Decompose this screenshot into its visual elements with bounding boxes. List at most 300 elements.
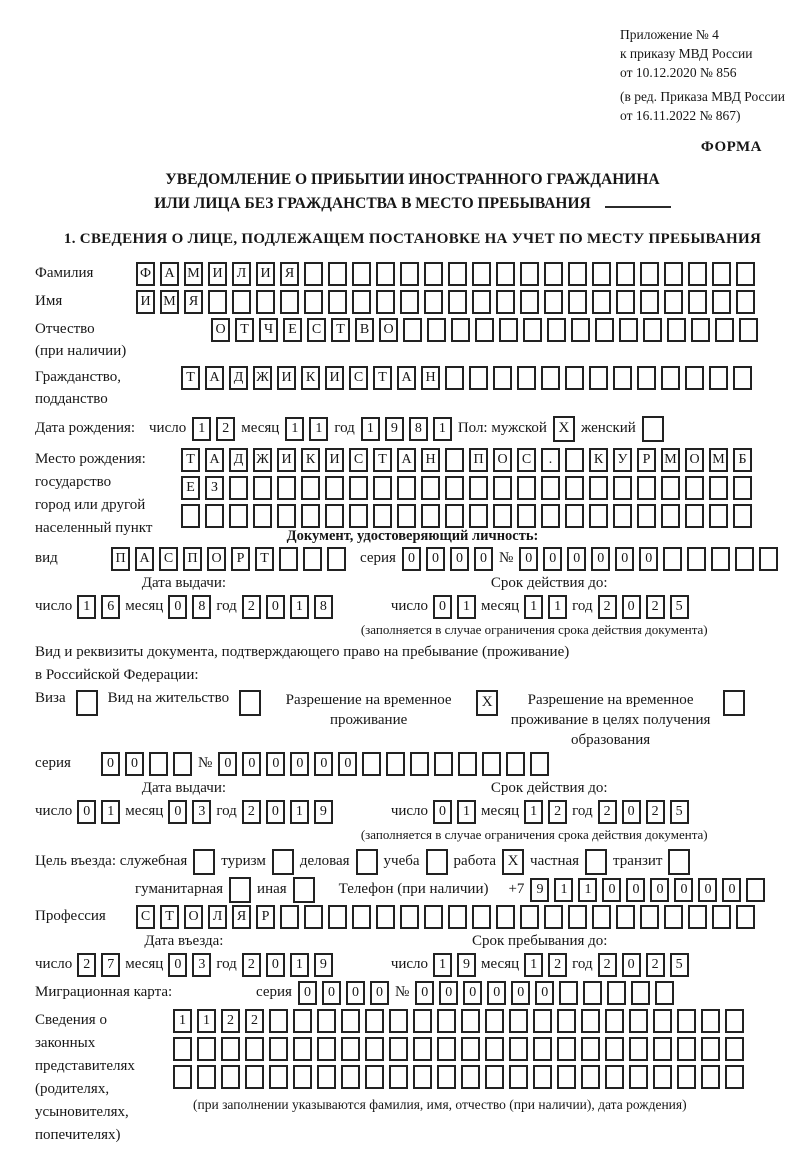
char-box[interactable]: 0 bbox=[415, 981, 434, 1005]
checkbox-sex-female[interactable] bbox=[642, 416, 664, 442]
char-box[interactable] bbox=[149, 752, 168, 776]
char-box[interactable] bbox=[509, 1009, 528, 1033]
char-box[interactable] bbox=[709, 504, 728, 528]
char-box[interactable]: 0 bbox=[474, 547, 493, 571]
char-box[interactable] bbox=[365, 1037, 384, 1061]
char-box[interactable] bbox=[565, 476, 584, 500]
char-box[interactable]: К bbox=[301, 366, 320, 390]
char-box[interactable] bbox=[571, 318, 590, 342]
char-box[interactable]: Л bbox=[232, 262, 251, 286]
char-box[interactable]: 0 bbox=[125, 752, 144, 776]
char-box[interactable]: И bbox=[256, 262, 275, 286]
char-box[interactable]: В bbox=[355, 318, 374, 342]
char-box[interactable]: Т bbox=[373, 366, 392, 390]
char-box[interactable]: 6 bbox=[101, 595, 120, 619]
char-box[interactable] bbox=[458, 752, 477, 776]
char-box[interactable] bbox=[613, 476, 632, 500]
char-box[interactable] bbox=[461, 1009, 480, 1033]
char-box[interactable]: 3 bbox=[192, 800, 211, 824]
char-box[interactable]: Р bbox=[637, 448, 656, 472]
char-box[interactable]: 0 bbox=[370, 981, 389, 1005]
char-box[interactable] bbox=[325, 504, 344, 528]
char-box[interactable] bbox=[317, 1065, 336, 1089]
char-box[interactable] bbox=[279, 547, 298, 571]
char-box[interactable] bbox=[677, 1009, 696, 1033]
char-box[interactable]: 7 bbox=[101, 953, 120, 977]
char-box[interactable] bbox=[581, 1037, 600, 1061]
char-box[interactable] bbox=[544, 905, 563, 929]
char-box[interactable] bbox=[451, 318, 470, 342]
char-box[interactable] bbox=[568, 262, 587, 286]
char-box[interactable] bbox=[427, 318, 446, 342]
char-box[interactable] bbox=[301, 476, 320, 500]
char-box[interactable] bbox=[509, 1037, 528, 1061]
char-box[interactable] bbox=[424, 290, 443, 314]
char-box[interactable] bbox=[711, 547, 730, 571]
checkbox-purpose-business[interactable] bbox=[356, 849, 378, 875]
char-box[interactable] bbox=[565, 366, 584, 390]
char-box[interactable]: И bbox=[136, 290, 155, 314]
char-box[interactable] bbox=[736, 290, 755, 314]
char-box[interactable]: 0 bbox=[622, 595, 641, 619]
char-box[interactable] bbox=[280, 290, 299, 314]
char-box[interactable] bbox=[605, 1009, 624, 1033]
char-box[interactable] bbox=[544, 290, 563, 314]
char-box[interactable] bbox=[373, 504, 392, 528]
char-box[interactable]: И bbox=[208, 262, 227, 286]
char-box[interactable]: Я bbox=[280, 262, 299, 286]
char-box[interactable]: 0 bbox=[322, 981, 341, 1005]
char-box[interactable] bbox=[472, 290, 491, 314]
char-box[interactable] bbox=[568, 905, 587, 929]
char-box[interactable] bbox=[349, 476, 368, 500]
char-box[interactable]: О bbox=[493, 448, 512, 472]
char-box[interactable] bbox=[221, 1037, 240, 1061]
char-box[interactable] bbox=[530, 752, 549, 776]
char-box[interactable] bbox=[173, 1037, 192, 1061]
char-box[interactable]: 1 bbox=[578, 878, 597, 902]
char-box[interactable]: 0 bbox=[266, 752, 285, 776]
char-box[interactable] bbox=[688, 262, 707, 286]
char-box[interactable]: 0 bbox=[433, 800, 452, 824]
char-box[interactable] bbox=[559, 981, 578, 1005]
checkbox-temp-residence-edu[interactable] bbox=[723, 690, 745, 716]
char-box[interactable] bbox=[181, 504, 200, 528]
char-box[interactable] bbox=[557, 1037, 576, 1061]
char-box[interactable] bbox=[544, 262, 563, 286]
char-box[interactable]: 2 bbox=[221, 1009, 240, 1033]
char-box[interactable] bbox=[277, 476, 296, 500]
char-box[interactable]: Т bbox=[373, 448, 392, 472]
char-box[interactable] bbox=[605, 1065, 624, 1089]
char-box[interactable] bbox=[568, 290, 587, 314]
char-box[interactable] bbox=[643, 318, 662, 342]
char-box[interactable] bbox=[687, 547, 706, 571]
char-box[interactable] bbox=[533, 1009, 552, 1033]
char-box[interactable] bbox=[349, 504, 368, 528]
char-box[interactable] bbox=[421, 504, 440, 528]
char-box[interactable] bbox=[655, 981, 674, 1005]
char-box[interactable]: 0 bbox=[402, 547, 421, 571]
char-box[interactable] bbox=[520, 262, 539, 286]
char-box[interactable] bbox=[421, 476, 440, 500]
char-box[interactable] bbox=[581, 1065, 600, 1089]
checkbox-residence-permit[interactable] bbox=[239, 690, 261, 716]
char-box[interactable] bbox=[592, 262, 611, 286]
char-box[interactable] bbox=[197, 1037, 216, 1061]
char-box[interactable] bbox=[496, 262, 515, 286]
char-box[interactable]: И bbox=[277, 366, 296, 390]
char-box[interactable] bbox=[304, 290, 323, 314]
char-box[interactable] bbox=[280, 905, 299, 929]
char-box[interactable] bbox=[685, 504, 704, 528]
char-box[interactable] bbox=[616, 262, 635, 286]
char-box[interactable] bbox=[517, 476, 536, 500]
char-box[interactable] bbox=[493, 366, 512, 390]
char-box[interactable] bbox=[685, 476, 704, 500]
char-box[interactable]: 0 bbox=[338, 752, 357, 776]
char-box[interactable]: 2 bbox=[548, 953, 567, 977]
char-box[interactable]: Е bbox=[283, 318, 302, 342]
char-box[interactable] bbox=[293, 1065, 312, 1089]
char-box[interactable] bbox=[303, 547, 322, 571]
char-box[interactable]: 2 bbox=[242, 595, 261, 619]
char-box[interactable] bbox=[245, 1065, 264, 1089]
char-box[interactable] bbox=[173, 1065, 192, 1089]
char-box[interactable]: П bbox=[469, 448, 488, 472]
char-box[interactable]: Д bbox=[229, 366, 248, 390]
checkbox-purpose-humanitarian[interactable] bbox=[229, 877, 251, 903]
char-box[interactable]: Ж bbox=[253, 366, 272, 390]
char-box[interactable] bbox=[245, 1037, 264, 1061]
char-box[interactable] bbox=[520, 290, 539, 314]
char-box[interactable]: Т bbox=[331, 318, 350, 342]
char-box[interactable] bbox=[400, 905, 419, 929]
char-box[interactable] bbox=[735, 547, 754, 571]
char-box[interactable] bbox=[485, 1009, 504, 1033]
char-box[interactable] bbox=[517, 504, 536, 528]
char-box[interactable] bbox=[400, 262, 419, 286]
char-box[interactable] bbox=[541, 504, 560, 528]
char-box[interactable]: 0 bbox=[567, 547, 586, 571]
char-box[interactable] bbox=[373, 476, 392, 500]
char-box[interactable]: 0 bbox=[266, 953, 285, 977]
char-box[interactable] bbox=[701, 1009, 720, 1033]
char-box[interactable] bbox=[389, 1037, 408, 1061]
char-box[interactable]: С bbox=[517, 448, 536, 472]
char-box[interactable]: 0 bbox=[622, 800, 641, 824]
char-box[interactable]: 2 bbox=[216, 417, 235, 441]
checkbox-temp-residence[interactable]: X bbox=[476, 690, 498, 716]
char-box[interactable] bbox=[733, 476, 752, 500]
char-box[interactable] bbox=[386, 752, 405, 776]
char-box[interactable] bbox=[616, 905, 635, 929]
char-box[interactable] bbox=[253, 504, 272, 528]
char-box[interactable] bbox=[445, 366, 464, 390]
checkbox-visa[interactable] bbox=[76, 690, 98, 716]
char-box[interactable] bbox=[277, 504, 296, 528]
char-box[interactable]: 1 bbox=[548, 595, 567, 619]
char-box[interactable] bbox=[482, 752, 501, 776]
char-box[interactable] bbox=[389, 1009, 408, 1033]
char-box[interactable]: 2 bbox=[242, 800, 261, 824]
char-box[interactable] bbox=[565, 448, 584, 472]
char-box[interactable] bbox=[397, 504, 416, 528]
char-box[interactable] bbox=[653, 1037, 672, 1061]
char-box[interactable]: И bbox=[325, 366, 344, 390]
char-box[interactable]: А bbox=[160, 262, 179, 286]
char-box[interactable] bbox=[712, 905, 731, 929]
char-box[interactable] bbox=[653, 1009, 672, 1033]
char-box[interactable]: 0 bbox=[314, 752, 333, 776]
char-box[interactable]: З bbox=[205, 476, 224, 500]
char-box[interactable] bbox=[269, 1009, 288, 1033]
char-box[interactable] bbox=[661, 476, 680, 500]
char-box[interactable] bbox=[688, 905, 707, 929]
char-box[interactable]: 8 bbox=[314, 595, 333, 619]
char-box[interactable] bbox=[445, 476, 464, 500]
checkbox-purpose-transit[interactable] bbox=[668, 849, 690, 875]
char-box[interactable] bbox=[445, 504, 464, 528]
char-box[interactable]: 0 bbox=[626, 878, 645, 902]
char-box[interactable]: К bbox=[589, 448, 608, 472]
char-box[interactable] bbox=[434, 752, 453, 776]
char-box[interactable]: Н bbox=[421, 448, 440, 472]
char-box[interactable]: 0 bbox=[266, 800, 285, 824]
char-box[interactable]: 0 bbox=[426, 547, 445, 571]
char-box[interactable]: О bbox=[211, 318, 230, 342]
char-box[interactable] bbox=[589, 476, 608, 500]
char-box[interactable]: 0 bbox=[101, 752, 120, 776]
char-box[interactable] bbox=[688, 290, 707, 314]
char-box[interactable] bbox=[317, 1009, 336, 1033]
char-box[interactable]: 9 bbox=[530, 878, 549, 902]
char-box[interactable] bbox=[517, 366, 536, 390]
char-box[interactable]: Е bbox=[181, 476, 200, 500]
char-box[interactable]: 2 bbox=[646, 800, 665, 824]
char-box[interactable] bbox=[205, 504, 224, 528]
char-box[interactable] bbox=[424, 262, 443, 286]
char-box[interactable] bbox=[640, 262, 659, 286]
char-box[interactable]: 9 bbox=[314, 953, 333, 977]
char-box[interactable] bbox=[328, 905, 347, 929]
char-box[interactable]: 0 bbox=[639, 547, 658, 571]
char-box[interactable] bbox=[629, 1065, 648, 1089]
char-box[interactable] bbox=[352, 290, 371, 314]
char-box[interactable] bbox=[461, 1065, 480, 1089]
char-box[interactable] bbox=[592, 290, 611, 314]
char-box[interactable]: М bbox=[160, 290, 179, 314]
char-box[interactable]: 0 bbox=[543, 547, 562, 571]
checkbox-purpose-official[interactable] bbox=[193, 849, 215, 875]
char-box[interactable] bbox=[403, 318, 422, 342]
char-box[interactable]: 1 bbox=[361, 417, 380, 441]
char-box[interactable] bbox=[472, 905, 491, 929]
char-box[interactable]: . bbox=[541, 448, 560, 472]
char-box[interactable] bbox=[640, 290, 659, 314]
char-box[interactable]: М bbox=[184, 262, 203, 286]
char-box[interactable] bbox=[746, 878, 765, 902]
char-box[interactable]: С bbox=[136, 905, 155, 929]
char-box[interactable]: С bbox=[307, 318, 326, 342]
char-box[interactable]: 1 bbox=[554, 878, 573, 902]
char-box[interactable] bbox=[376, 262, 395, 286]
char-box[interactable]: К bbox=[301, 448, 320, 472]
char-box[interactable]: Н bbox=[421, 366, 440, 390]
char-box[interactable] bbox=[640, 905, 659, 929]
char-box[interactable] bbox=[759, 547, 778, 571]
char-box[interactable] bbox=[664, 905, 683, 929]
checkbox-purpose-private[interactable] bbox=[585, 849, 607, 875]
char-box[interactable] bbox=[709, 366, 728, 390]
char-box[interactable] bbox=[293, 1009, 312, 1033]
char-box[interactable]: 0 bbox=[266, 595, 285, 619]
char-box[interactable] bbox=[619, 318, 638, 342]
char-box[interactable]: 0 bbox=[622, 953, 641, 977]
checkbox-purpose-tourism[interactable] bbox=[272, 849, 294, 875]
char-box[interactable]: 9 bbox=[314, 800, 333, 824]
char-box[interactable] bbox=[362, 752, 381, 776]
char-box[interactable] bbox=[725, 1037, 744, 1061]
char-box[interactable]: Ф bbox=[136, 262, 155, 286]
char-box[interactable] bbox=[541, 476, 560, 500]
char-box[interactable] bbox=[733, 366, 752, 390]
char-box[interactable] bbox=[341, 1009, 360, 1033]
char-box[interactable]: 8 bbox=[192, 595, 211, 619]
char-box[interactable] bbox=[613, 366, 632, 390]
char-box[interactable] bbox=[725, 1009, 744, 1033]
char-box[interactable]: Б bbox=[733, 448, 752, 472]
title-blank-underline[interactable] bbox=[605, 196, 671, 208]
char-box[interactable]: А bbox=[205, 448, 224, 472]
char-box[interactable] bbox=[437, 1037, 456, 1061]
char-box[interactable] bbox=[389, 1065, 408, 1089]
char-box[interactable] bbox=[557, 1009, 576, 1033]
char-box[interactable] bbox=[469, 476, 488, 500]
char-box[interactable] bbox=[472, 262, 491, 286]
char-box[interactable]: 2 bbox=[646, 953, 665, 977]
char-box[interactable]: 9 bbox=[385, 417, 404, 441]
char-box[interactable] bbox=[437, 1009, 456, 1033]
char-box[interactable] bbox=[413, 1037, 432, 1061]
char-box[interactable] bbox=[637, 504, 656, 528]
char-box[interactable]: 1 bbox=[101, 800, 120, 824]
char-box[interactable] bbox=[607, 981, 626, 1005]
char-box[interactable] bbox=[499, 318, 518, 342]
char-box[interactable] bbox=[461, 1037, 480, 1061]
char-box[interactable] bbox=[376, 905, 395, 929]
char-box[interactable] bbox=[557, 1065, 576, 1089]
char-box[interactable]: 1 bbox=[173, 1009, 192, 1033]
char-box[interactable]: 5 bbox=[670, 953, 689, 977]
char-box[interactable]: 2 bbox=[598, 953, 617, 977]
char-box[interactable]: 0 bbox=[218, 752, 237, 776]
char-box[interactable]: 5 bbox=[670, 800, 689, 824]
char-box[interactable] bbox=[397, 476, 416, 500]
char-box[interactable] bbox=[493, 504, 512, 528]
char-box[interactable] bbox=[589, 504, 608, 528]
char-box[interactable] bbox=[509, 1065, 528, 1089]
char-box[interactable] bbox=[631, 981, 650, 1005]
char-box[interactable]: 5 bbox=[670, 595, 689, 619]
char-box[interactable]: 0 bbox=[615, 547, 634, 571]
char-box[interactable]: 1 bbox=[197, 1009, 216, 1033]
char-box[interactable] bbox=[410, 752, 429, 776]
char-box[interactable] bbox=[715, 318, 734, 342]
char-box[interactable] bbox=[637, 366, 656, 390]
char-box[interactable]: 2 bbox=[77, 953, 96, 977]
char-box[interactable]: М bbox=[661, 448, 680, 472]
char-box[interactable] bbox=[469, 504, 488, 528]
char-box[interactable]: Я bbox=[232, 905, 251, 929]
char-box[interactable]: Т bbox=[181, 366, 200, 390]
char-box[interactable] bbox=[533, 1037, 552, 1061]
char-box[interactable]: Ч bbox=[259, 318, 278, 342]
char-box[interactable] bbox=[637, 476, 656, 500]
char-box[interactable]: 1 bbox=[433, 953, 452, 977]
char-box[interactable]: 1 bbox=[285, 417, 304, 441]
char-box[interactable]: 1 bbox=[524, 595, 543, 619]
char-box[interactable]: 1 bbox=[77, 595, 96, 619]
char-box[interactable]: А bbox=[397, 448, 416, 472]
char-box[interactable] bbox=[229, 476, 248, 500]
char-box[interactable] bbox=[581, 1009, 600, 1033]
char-box[interactable]: Ж bbox=[253, 448, 272, 472]
char-box[interactable] bbox=[520, 905, 539, 929]
char-box[interactable]: 1 bbox=[290, 953, 309, 977]
char-box[interactable] bbox=[221, 1065, 240, 1089]
char-box[interactable] bbox=[736, 262, 755, 286]
char-box[interactable]: П bbox=[111, 547, 130, 571]
char-box[interactable] bbox=[304, 262, 323, 286]
char-box[interactable] bbox=[595, 318, 614, 342]
char-box[interactable]: 2 bbox=[646, 595, 665, 619]
char-box[interactable] bbox=[400, 290, 419, 314]
char-box[interactable]: О bbox=[379, 318, 398, 342]
char-box[interactable] bbox=[256, 290, 275, 314]
char-box[interactable]: 0 bbox=[168, 595, 187, 619]
char-box[interactable] bbox=[328, 262, 347, 286]
char-box[interactable]: 0 bbox=[487, 981, 506, 1005]
char-box[interactable] bbox=[533, 1065, 552, 1089]
char-box[interactable]: И bbox=[277, 448, 296, 472]
char-box[interactable]: 0 bbox=[698, 878, 717, 902]
char-box[interactable] bbox=[208, 290, 227, 314]
char-box[interactable]: 0 bbox=[168, 953, 187, 977]
char-box[interactable]: 2 bbox=[548, 800, 567, 824]
char-box[interactable]: А bbox=[135, 547, 154, 571]
char-box[interactable] bbox=[365, 1009, 384, 1033]
char-box[interactable] bbox=[341, 1037, 360, 1061]
char-box[interactable]: А bbox=[205, 366, 224, 390]
char-box[interactable] bbox=[301, 504, 320, 528]
char-box[interactable]: 0 bbox=[722, 878, 741, 902]
char-box[interactable]: 0 bbox=[519, 547, 538, 571]
char-box[interactable] bbox=[376, 290, 395, 314]
char-box[interactable]: 1 bbox=[524, 800, 543, 824]
char-box[interactable]: 0 bbox=[535, 981, 554, 1005]
char-box[interactable]: С bbox=[349, 366, 368, 390]
char-box[interactable] bbox=[736, 905, 755, 929]
char-box[interactable] bbox=[701, 1037, 720, 1061]
char-box[interactable] bbox=[733, 504, 752, 528]
char-box[interactable]: У bbox=[613, 448, 632, 472]
char-box[interactable]: 0 bbox=[511, 981, 530, 1005]
char-box[interactable]: 0 bbox=[650, 878, 669, 902]
char-box[interactable] bbox=[269, 1065, 288, 1089]
char-box[interactable] bbox=[413, 1065, 432, 1089]
char-box[interactable]: 1 bbox=[457, 595, 476, 619]
